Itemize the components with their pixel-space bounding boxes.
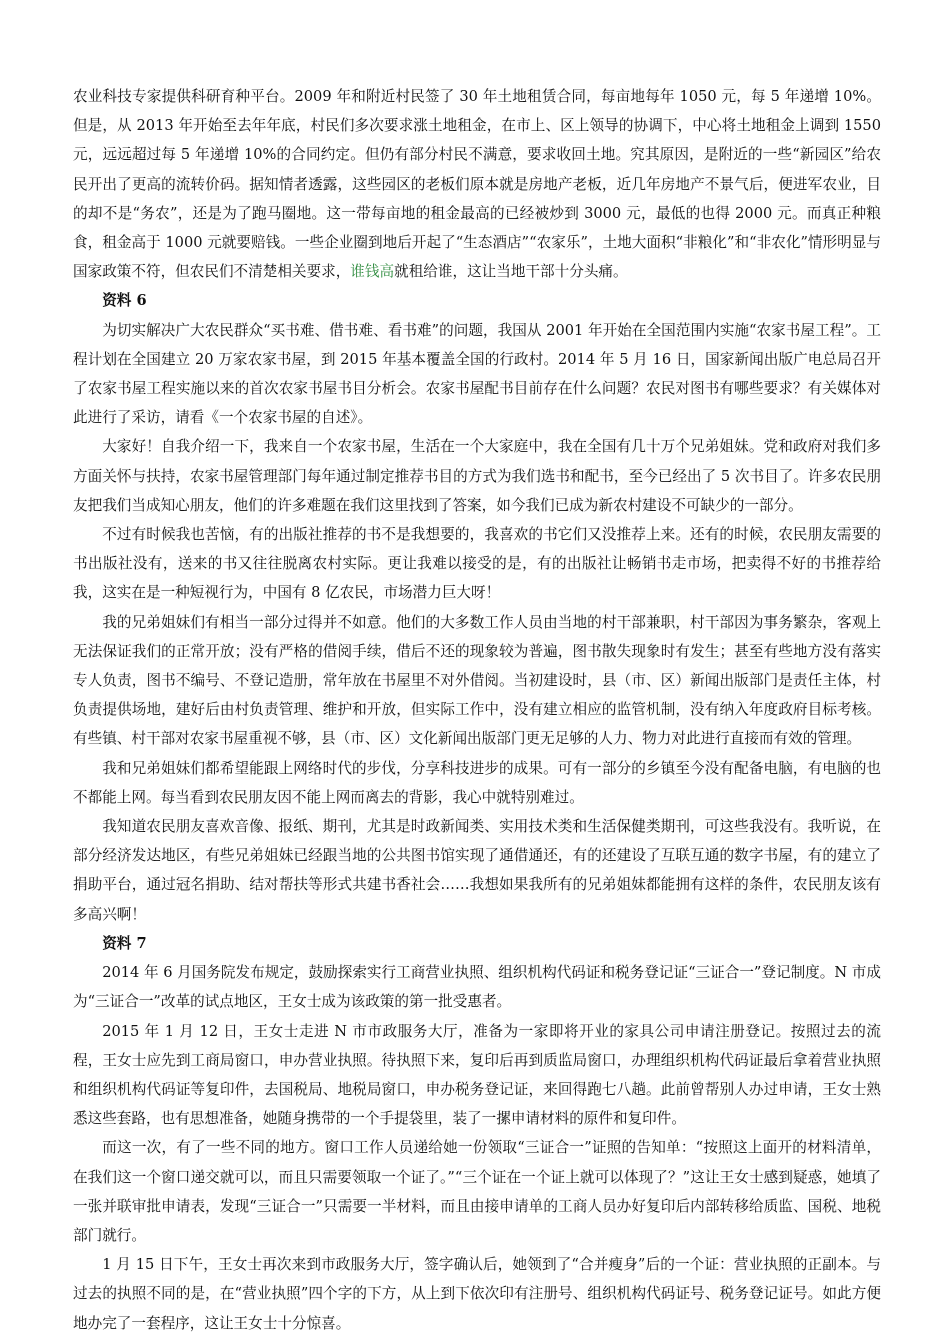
section6-paragraph-5: 我和兄弟姐妹们都希望能跟上网络时代的步伐，分享科技进步的成果。可有一部分的乡镇至今没有配备电脑，有电脑的也不都能上网。每当看到农民朋友因不能上网而离去的背影，我心中就特别难过。: [73, 759, 881, 806]
section-heading-6: 资料 6: [102, 292, 147, 310]
section6-paragraph-6: 我知道农民朋友喜欢音像、报纸、期刊，尤其是时政新闻类、实用技术类和生活保健类期刊，可这些我没有。我听说，在部分经济发达地区，有些兄弟姐妹已经跟当地的公共图书馆实现了通借通还，有的还建设了互联互通的数字书屋，有的建立了捐助平台，通过冠名捐助、结对帮扶等形式共建书香社会……我想如果我所有的兄弟姐妹都能拥有这样的条件，农民朋友该有多高兴啊！: [73, 818, 881, 923]
section7-paragraph-3: 而这一次，有了一些不同的地方。窗口工作人员递给她一份领取“三证合一”证照的告知单：“按照这上面开的材料清单，在我们这一个窗口递交就可以，而且只需要领取一个证了。”“三个证在一个证上就可以体现了？”这让王女士感到疑惑，她填了一张并联审批申请表，发现“三证合一”只需要一半材料，而且由接申请单的工商人员办好复印后内部转移给质监、国税、地税部门就行。: [73, 1139, 881, 1244]
section6-paragraph-1: 为切实解决广大农民群众“买书难、借书难、看书难”的问题，我国从 2001 年开始在全国范围内实施“农家书屋工程”。工程计划在全国建立 20 万家农家书屋，到 2015 年基本覆盖全国的行政村。2014 年 5 月 16 日，国家新闻出版广电总局召开了农家书屋工程实施以来的首次农家书屋书目分析会。农家书屋配书目前存在什么问题？农民对图书有哪些要求？有关媒体对此进行了采访，请看《一个农家书屋的自述》。: [73, 321, 881, 427]
section6-paragraph-3: 不过有时候我也苦恼，有的出版社推荐的书不是我想要的，我喜欢的书它们又没推荐上来。还有的时候，农民朋友需要的书出版社没有，送来的书又往往脱离农村实际。更让我难以接受的是，有的出版社让畅销书走市场，把卖得不好的书推荐给我，这实在是一种短视行为，中国有 8 亿农民，市场潜力巨大呀！: [73, 526, 881, 602]
section7-paragraph-1: 2014 年 6 月国务院发布规定，鼓励探索实行工商营业执照、组织机构代码证和税务登记证“三证合一”登记制度。N 市成为“三证合一”改革的试点地区，王女士成为该政策的第一批受惠者。: [73, 964, 881, 1011]
section7-paragraph-4: 1 月 15 日下午，王女士再次来到市政服务大厅，签字确认后，她领到了“合并瘦身”后的一个证：营业执照的正副本。与过去的执照不同的是，在“营业执照”四个字的下方，从上到下依次印有注册号、组织机构代码证号、税务登记证号。如此方便地办完了一套程序，这让王女士十分惊喜。: [73, 1256, 881, 1332]
document-page: [73, 82, 881, 1338]
section6-paragraph-2: 大家好！自我介绍一下，我来自一个农家书屋，生活在一个大家庭中，我在全国有几十万个兄弟姐妹。党和政府对我们多方面关怀与扶持，农家书屋管理部门每年通过制定推荐书目的方式为我们选书和配书，至今已经出了 5 次书目了。许多农民朋友把我们当成知心朋友，他们的许多难题在我们这里找到了答案，如今我们已成为新农村建设不可缺少的一部分。: [73, 438, 881, 514]
section6-paragraph-4: 我的兄弟姐妹们有相当一部分过得并不如意。他们的大多数工作人员由当地的村干部兼职，村干部因为事务繁杂，客观上无法保证我们的正常开放；没有严格的借阅手续，借后不还的现象较为普遍，图书散失现象时有发生；甚至有些地方没有落实专人负责，图书不编号、不登记造册，常年放在书屋里不对外借阅。当初建设时，县（市、区）新闻出版部门是责任主体，村负责提供场地，建好后由村负责管理、维护和开放，但实际工作中，没有建立相应的监管机制，没有纳入年度政府目标考核。有些镇、村干部对农家书屋重视不够，县（市、区）文化新闻出版部门更无足够的人力、物力对此进行直接而有效的管理。: [73, 613, 881, 748]
paragraph-text-b: 就租给谁，这让当地干部十分头痛。: [394, 263, 628, 281]
section7-paragraph-2: 2015 年 1 月 12 日，王女士走进 N 市市政服务大厅，准备为一家即将开业的家具公司申请注册登记。按照过去的流程，王女士应先到工商局窗口，申办营业执照。待执照下来，复印后再到质监局窗口，办理组织机构代码证最后拿着营业执照和组织机构代码证等复印件，去国税局、地税局窗口，申办税务登记证，来回得跑七八趟。此前曾帮别人办过申请，王女士熟悉这些套路，也有思想准备，她随身携带的一个手提袋里，装了一摞申请材料的原件和复印件。: [73, 1022, 881, 1128]
section-heading-7: 资料 7: [102, 934, 147, 952]
continued-paragraph: [73, 82, 881, 286]
highlighted-phrase: 谁钱高: [350, 263, 395, 281]
paragraph-text-a: 农业科技专家提供科研育种平台。2009 年和附近村民签了 30 年土地租赁合同，每亩地每年 1050 元，每 5 年递增 10%。但是，从 2013 年开始至去年年底，村民们多次要求涨土地租金，在市上、区上领导的协调下，中心将土地租金上调到 1550 元，远远超过每 5 年递增 10%的合同约定。但仍有部分村民不满意，要求收回土地。究其原因，是附近的一些“新园区”给农民开出了更高的流转价码。据知情者透露，这些园区的老板们原本就是房地产老板，近几年房地产不景气后，便进军农业，目的却不是“务农”，还是为了跑马圈地。这一带每亩地的租金最高的已经被炒到 3000 元，最低的也得 2000 元。而真正种粮食，租金高于 1000 元就要赔钱。一些企业圈到地后开起了“生态酒店”“农家乐”，土地大面积“非粮化”和“非农化”情形明显与国家政策不符，但农民们不清楚相关要求，: [73, 88, 881, 281]
